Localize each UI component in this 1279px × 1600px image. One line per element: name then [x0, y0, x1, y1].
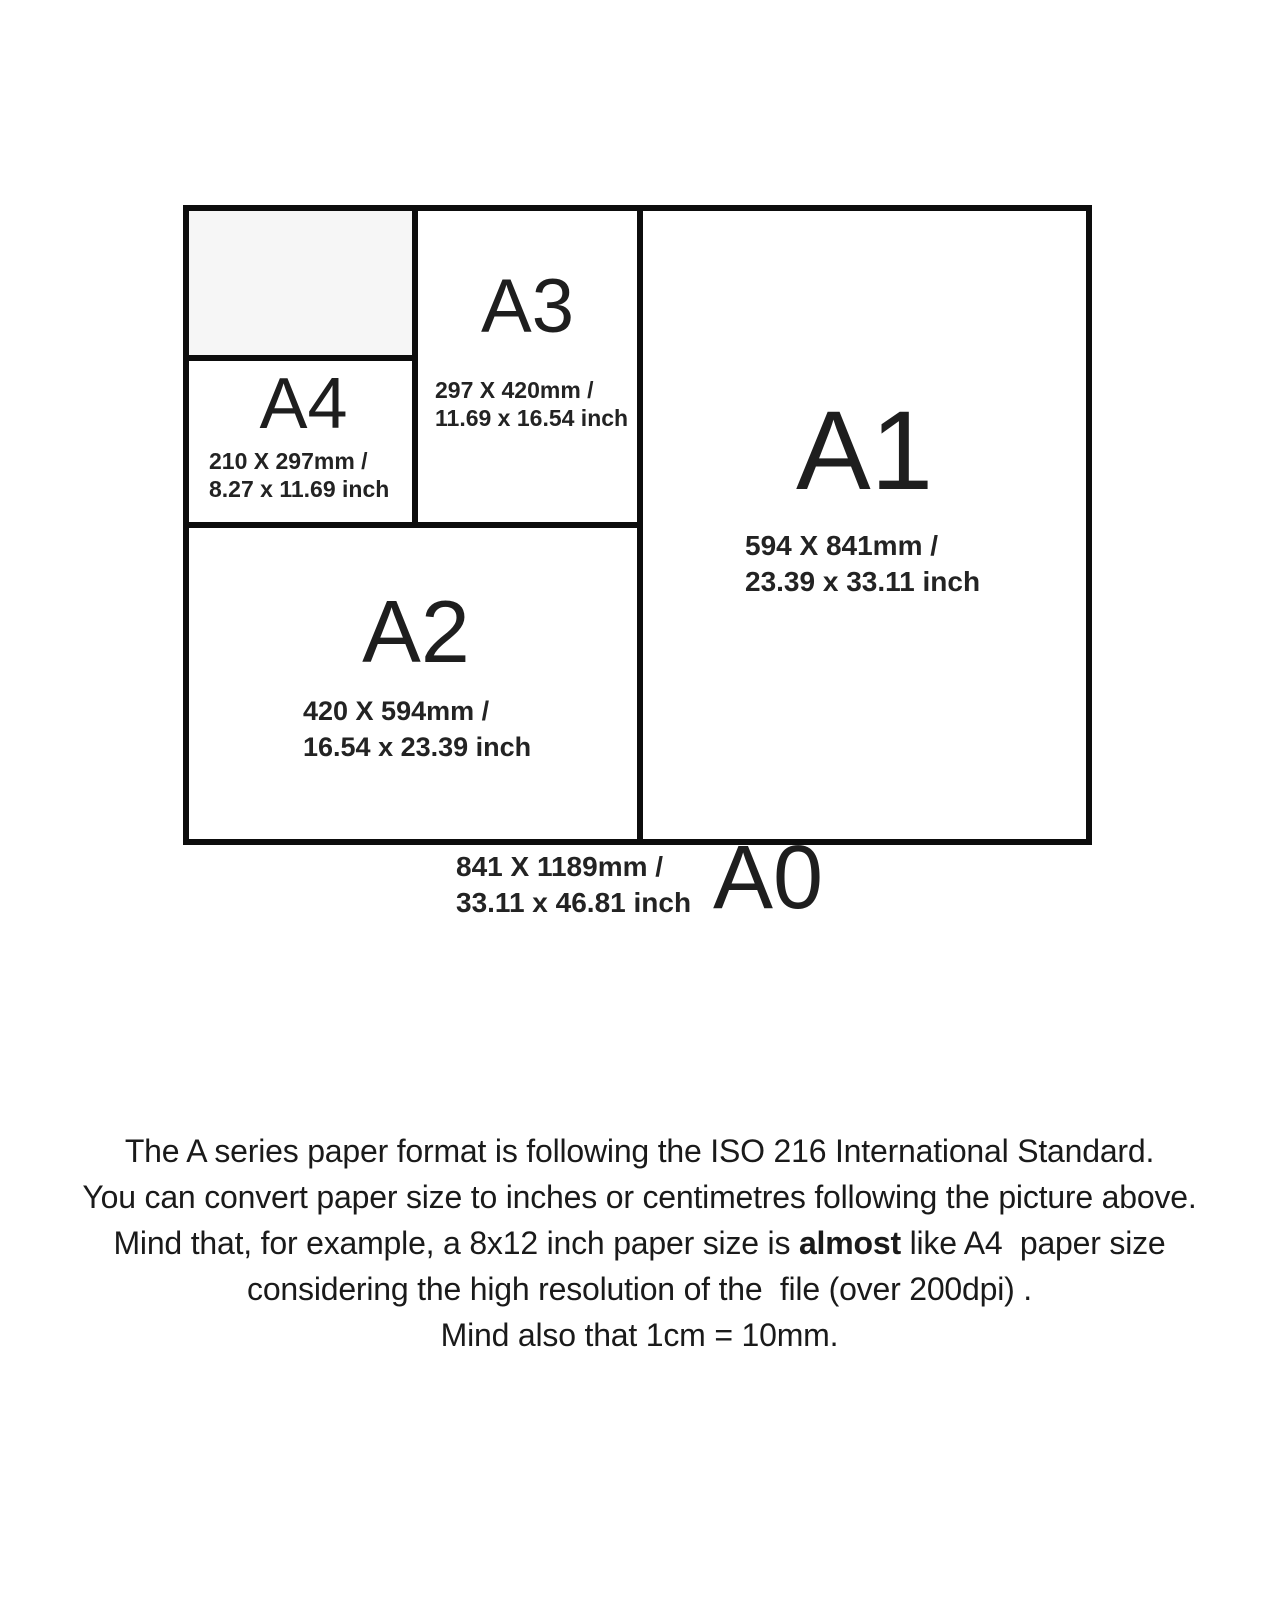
description-line-4: considering the high resolution of the file (over 200dpi) . [247, 1271, 1032, 1307]
a0-dims-mm: 841 X 1189mm / [456, 851, 664, 882]
a2-dims-mm: 420 X 594mm / [303, 696, 490, 726]
a1-dimensions [745, 528, 980, 600]
a4-dimensions [209, 447, 389, 503]
a0-dims-inch: 33.11 x 46.81 inch [456, 887, 692, 918]
description-line-3 [0, 1220, 1279, 1266]
a3-dims-mm: 297 X 420mm / [435, 377, 594, 403]
description-line-5: Mind also that 1cm = 10mm. [440, 1317, 839, 1353]
a4-dims-inch: 8.27 x 11.69 inch [209, 476, 390, 502]
a0-label: A0 [713, 828, 824, 928]
description-text [0, 1128, 1279, 1358]
description-line-3-bold: almost [798, 1225, 901, 1261]
a1-dims-mm: 594 X 841mm / [745, 530, 939, 561]
description-line-3-suffix: like A4 paper size [900, 1225, 1166, 1261]
a4-dims-mm: 210 X 297mm / [209, 448, 368, 474]
divider-a5-bottom [189, 355, 418, 361]
description-line-2: You can convert paper size to inches or centimetres following the picture above. [82, 1179, 1197, 1215]
a3-label: A3 [481, 264, 574, 349]
a2-dims-inch: 16.54 x 23.39 inch [303, 732, 532, 762]
description-line-3-prefix: Mind that, for example, a 8x12 inch paper size is [113, 1225, 799, 1261]
paper-size-diagram [183, 205, 1092, 845]
a2-label: A2 [362, 582, 470, 681]
a3-dims-inch: 11.69 x 16.54 inch [435, 405, 629, 431]
unlabeled-a5-box [189, 211, 412, 355]
a3-dimensions [435, 376, 628, 432]
a4-label: A4 [259, 364, 348, 444]
a0-dimensions [456, 849, 691, 921]
a1-dims-inch: 23.39 x 33.11 inch [745, 566, 981, 597]
description-line-1: The A series paper format is following the ISO 216 International Standard. [124, 1133, 1155, 1169]
a1-label: A1 [796, 388, 933, 513]
a2-dimensions [303, 693, 531, 765]
